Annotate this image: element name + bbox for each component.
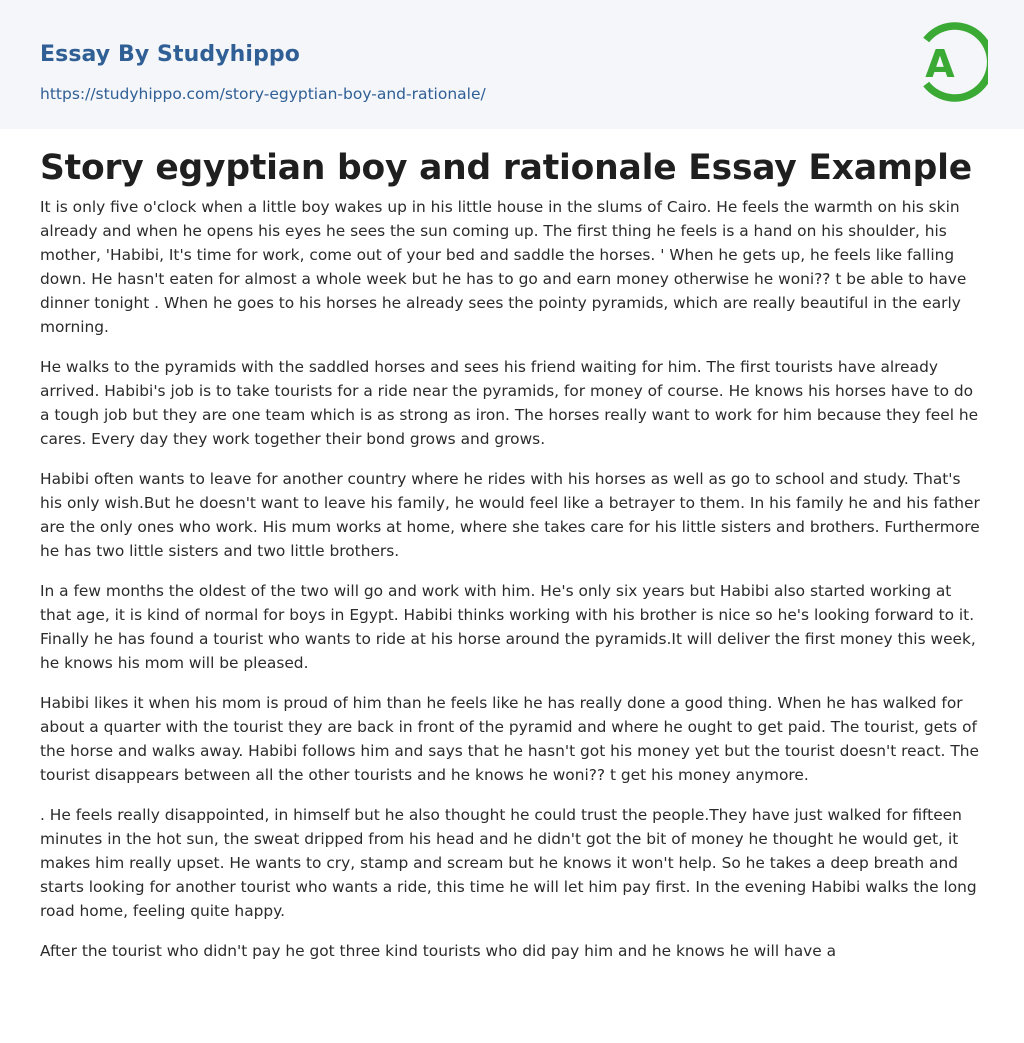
essay-paragraph-1: It is only five o'clock when a little boy wakes up in his little house in the slums of Cairo. He feels the warmth on his skin already and when he opens his eyes he sees the sun coming up. The first thing he feels is a hand on his shoulder, his mother, 'Habibi, It's time for work, come out of your bed and saddle the horses. ' When he gets up, he feels like falling down. He hasn't eaten for almost a whole week but he has to go and earn money otherwise he woni?? t be able to have dinner tonight . When he goes to his horses he already sees the pointy pyramids, which are really beautiful in the early morning. bbox=[40, 198, 967, 336]
essay-title: Story egyptian boy and rationale Essay Example bbox=[40, 148, 972, 188]
essay-paragraph-7: After the tourist who didn't pay he got three kind tourists who did pay him and he knows he will have a bbox=[40, 942, 837, 960]
essay-paragraph-2: He walks to the pyramids with the saddled horses and sees his friend waiting for him. The first tourists have already arrived. Habibi's job is to take tourists for a ride near the pyramids, for money of course. He knows his horses have to do a tough job but they are one team which is as strong as iron. The horses really want to work for him because they feel he cares. Every day they work together their bond grows and grows. bbox=[40, 358, 979, 448]
essay-paragraph-4: In a few months the oldest of the two will go and work with him. He's only six years but Habibi also started working at that age, it is kind of normal for boys in Egypt. Habibi thinks working with his brother is nice so he's looking forward to it. Finally he has found a tourist who wants to ride at his horse around the pyramids.It will deliver the first money this week, he knows his mom will be pleased. bbox=[40, 582, 976, 672]
article-content bbox=[0, 129, 1024, 963]
site-brand-title[interactable]: Essay By Studyhippo bbox=[40, 42, 300, 67]
logo-letter: A bbox=[925, 42, 955, 86]
essay-source-link[interactable]: https://studyhippo.com/story-egyptian-boy-and-rationale/ bbox=[40, 85, 486, 103]
essay-paragraph-6: . He feels really disappointed, in himself but he also thought he could trust the people.They have just walked for fifteen minutes in the hot sun, the sweat dripped from his head and he didn't got the bit of money he thought he would get, it makes him really upset. He wants to cry, stamp and scream but he knows it won't help. So he takes a deep breath and starts looking for another tourist who wants a ride, this time he will let him pay first. In the evening Habibi walks the long road home, feeling quite happy. bbox=[40, 806, 977, 920]
site-header bbox=[0, 0, 1024, 129]
essay-paragraph-3: Habibi often wants to leave for another country where he rides with his horses as well as go to school and study. That's his only wish.But he doesn't want to leave his family, he would feel like a betrayer to them. In his family he and his father are the only ones who work. His mum works at home, where she takes care for his little sisters and brothers. Furthermore he has two little sisters and two little brothers. bbox=[40, 470, 980, 560]
studyhippo-logo-icon[interactable] bbox=[908, 18, 988, 106]
essay-paragraph-5: Habibi likes it when his mom is proud of him than he feels like he has really done a good thing. When he has walked for about a quarter with the tourist they are back in front of the pyramid and where he ought to get paid. The tourist, gets of the horse and walks away. Habibi follows him and says that he hasn't got his money yet but the tourist doesn't react. The tourist disappears between all the other tourists and he knows he woni?? t get his money anymore. bbox=[40, 694, 979, 784]
